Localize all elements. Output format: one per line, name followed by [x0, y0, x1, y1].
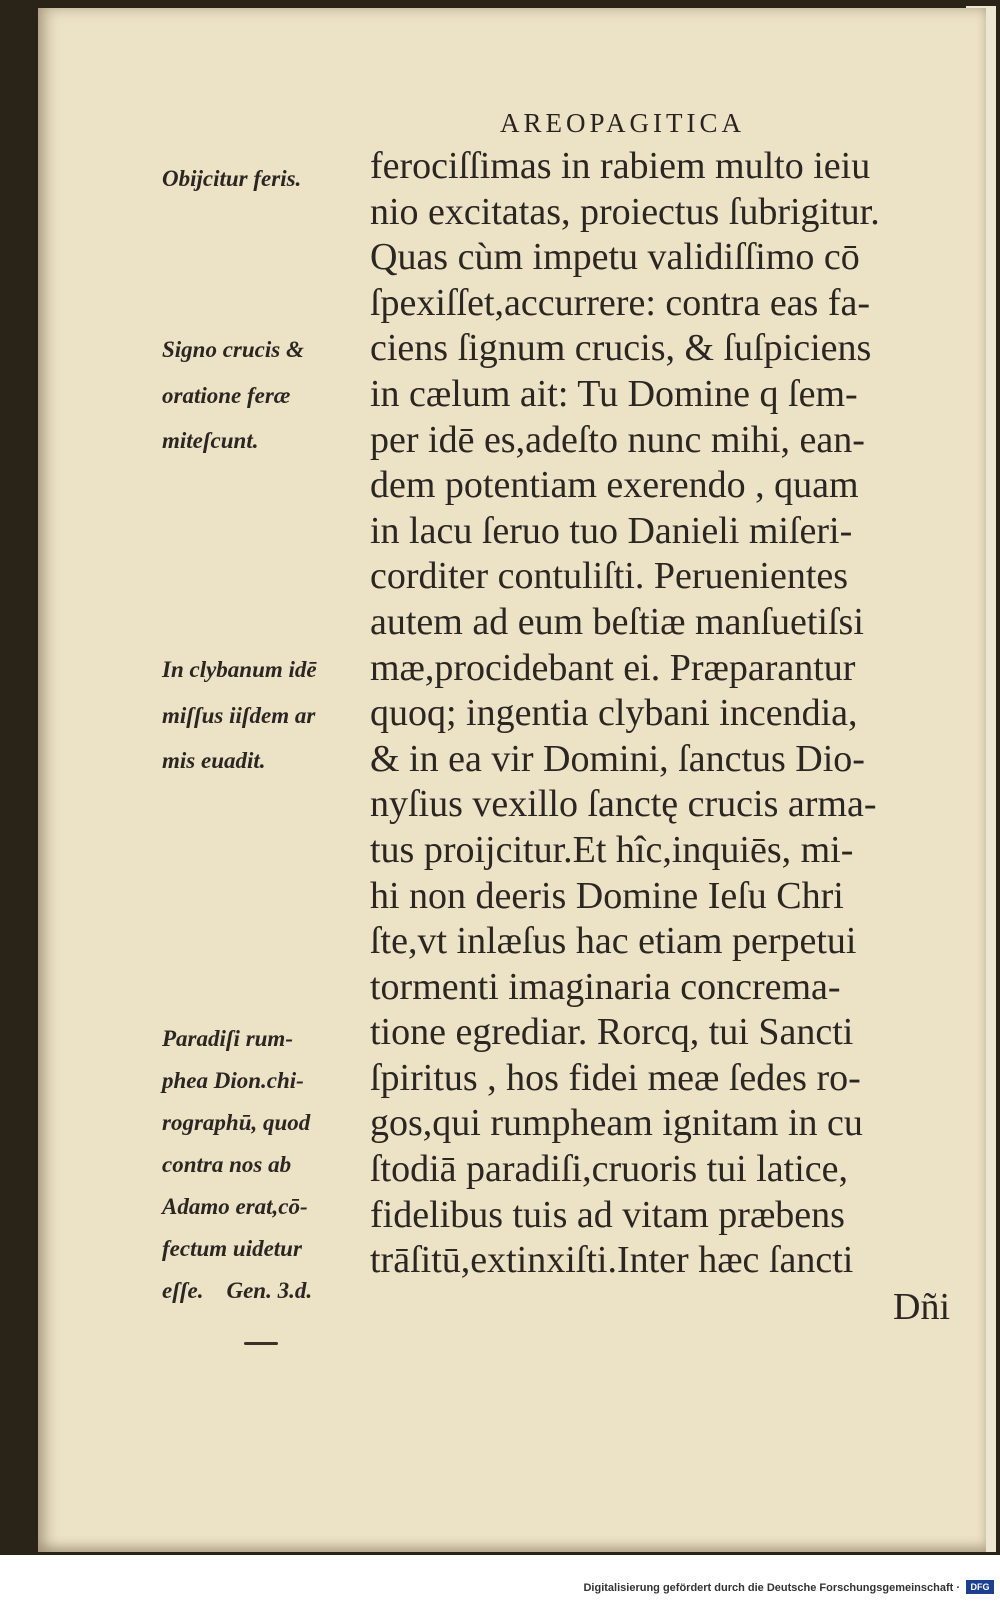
text-line: ſtodiā paradiſi,cruoris tui latice,: [370, 1148, 849, 1191]
text-line: ciens ſignum crucis, & ſuſpiciens: [370, 327, 872, 370]
text-line: ſte,vt inlæſus hac etiam perpetui: [370, 920, 857, 963]
text-line: per idē es,adeſto nunc mihi, ean-: [370, 418, 865, 461]
margin-note-line: eſſe. Gen. 3.d.: [162, 1278, 313, 1303]
text-line: tormenti imaginaria concrema-: [370, 965, 841, 1008]
text-line: quoq; ingentia clybani incendia,: [370, 692, 858, 735]
margin-note-line: Paradiſi rum-: [162, 1026, 293, 1051]
main-text-block: [370, 144, 950, 1330]
dfg-logo-icon: DFG: [966, 1580, 994, 1594]
margin-note-line: phea Dion.chi-: [162, 1068, 304, 1093]
text-line: Quas cùm impetu validiſſimo cō: [370, 236, 860, 279]
catchword: Dñi: [893, 1285, 950, 1328]
text-line: hi non deeris Domine Ieſu Chri: [370, 874, 844, 917]
margin-note-line: contra nos ab: [162, 1152, 292, 1177]
margin-note-line: rographū, quod: [162, 1110, 311, 1135]
text-line: in cælum ait: Tu Domine q ſem-: [370, 372, 858, 415]
margin-note-line: Obijcitur feris.: [162, 166, 302, 191]
text-line: ſpexiſſet,accurrere: contra eas fa-: [370, 281, 871, 324]
text-line: & in ea vir Domini, ſanctus Dio-: [370, 737, 865, 780]
footer-bar: [0, 1555, 1000, 1603]
text-line: trāſitū,extinxiſti.Inter hæc ſancti: [370, 1239, 854, 1282]
digitization-credit: Digitalisierung gefördert durch die Deutsche Forschungsgemeinschaft ·: [583, 1582, 960, 1594]
margin-note-signo-crucis: [162, 327, 372, 464]
text-line: autem ad eum beſtiæ manſuetiſsi: [370, 600, 864, 643]
text-line: in lacu ſeruo tuo Danieli miſeri-: [370, 509, 853, 552]
margin-note-clybanum: [162, 647, 372, 784]
margin-note-line: oratione feræ: [162, 382, 291, 408]
margin-note-line: In clybanum idē: [162, 657, 317, 682]
text-line: tus proijcitur.Et hîc,inquiēs, mi-: [370, 828, 854, 871]
text-line: dem potentiam exerendo , quam: [370, 464, 859, 507]
margin-note-line: miteſcunt.: [162, 428, 259, 454]
text-line: nio excitatas, proiectus ſubrigitur.: [370, 190, 880, 233]
margin-note-line: mis euadit.: [162, 748, 266, 774]
margin-note-line: Signo crucis &: [162, 337, 304, 362]
margin-note-line: fectum uidetur: [162, 1236, 302, 1261]
margin-note-feris: [162, 156, 372, 202]
text-line: nyſius vexillo ſanctę crucis arma-: [370, 783, 877, 826]
margin-note-line: miſſus iiſdem ar: [162, 702, 316, 728]
text-line: gos,qui rumpheam ignitam in cu: [370, 1102, 863, 1145]
text-line: mæ,procidebant ei. Præparantur: [370, 646, 856, 689]
text-line: ſpiritus , hos fidei meæ ſedes ro-: [370, 1056, 861, 1099]
text-line: ferociſſimas in rabiem multo ieiu: [370, 145, 871, 187]
text-line: tione egrediar. Rorcq, tui Sancti: [370, 1011, 854, 1054]
running-title: AREOPAGITICA: [500, 108, 746, 138]
text-line: fidelibus tuis ad vitam præbens: [370, 1193, 845, 1236]
text-line: corditer contuliſti. Peruenientes: [370, 555, 849, 598]
margin-note-paradisi: [162, 1018, 372, 1312]
ink-mark: [244, 1342, 278, 1345]
margin-note-line: Adamo erat,cō-: [162, 1194, 308, 1219]
